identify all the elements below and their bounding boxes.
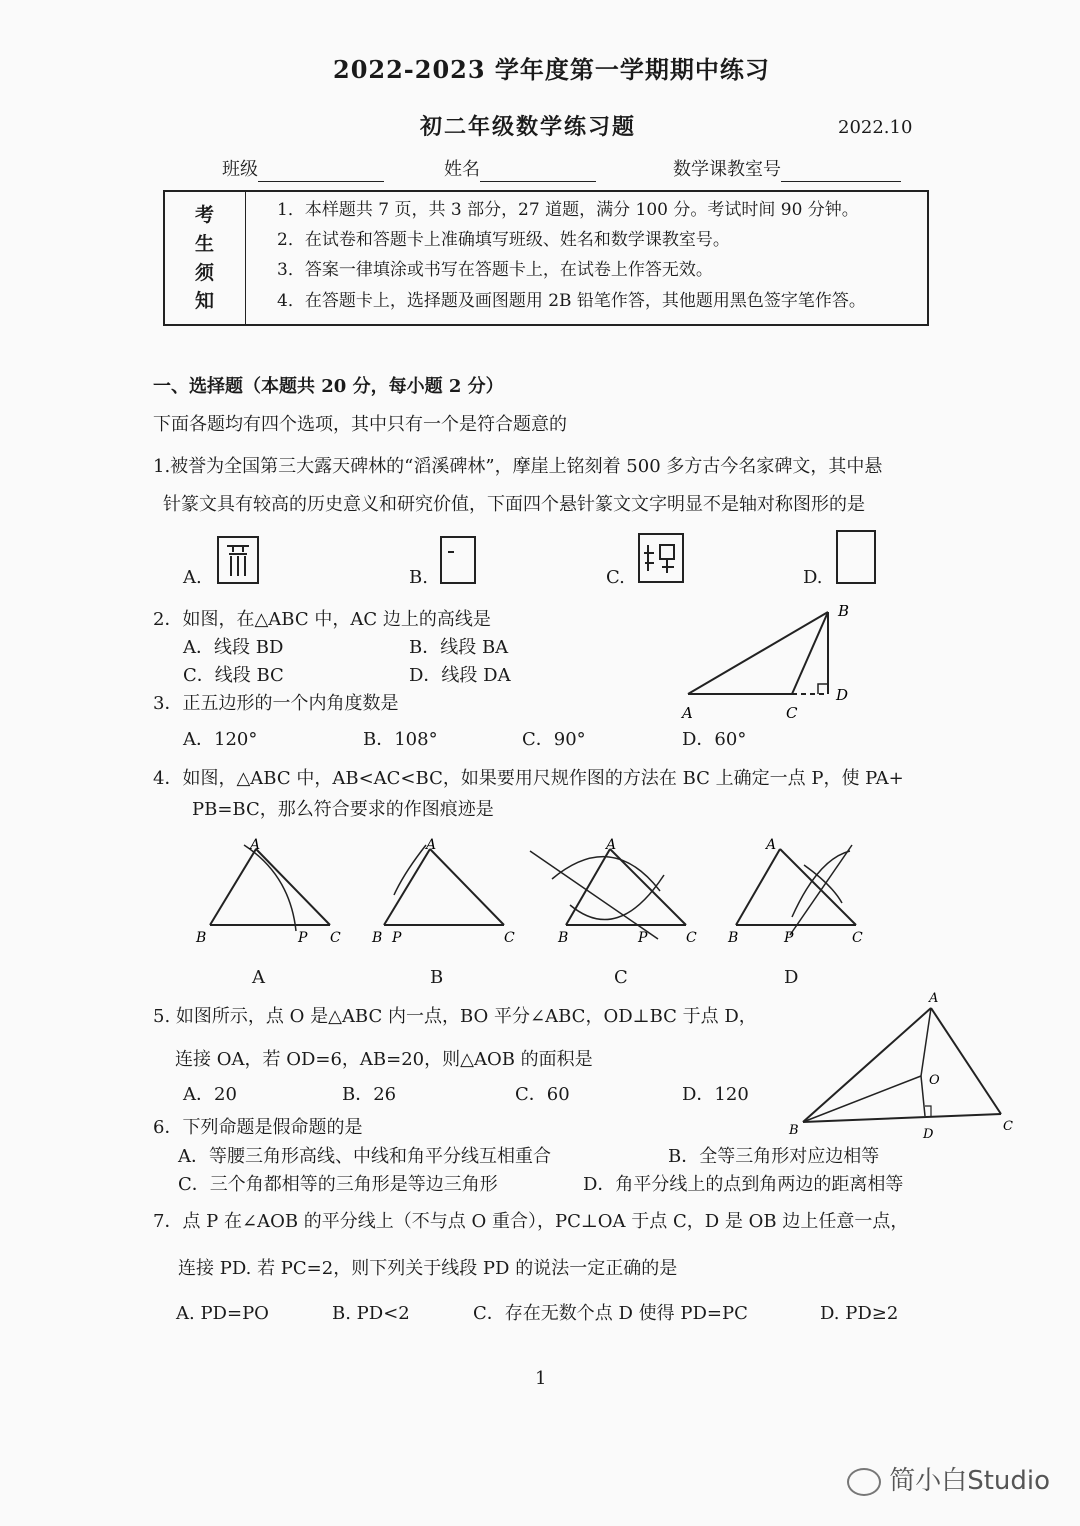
- class-blank: [258, 163, 384, 182]
- q5-label-b: B: [789, 1123, 799, 1138]
- q3-option-d: D．60°: [682, 729, 747, 750]
- q4b-label-b: B: [372, 930, 383, 946]
- q2-figure: [680, 600, 860, 730]
- q4a-label-p: P: [298, 930, 308, 946]
- wechat-icon: [847, 1468, 881, 1496]
- q5-label-d: D: [923, 1127, 934, 1140]
- q4-option-c: C: [614, 967, 628, 988]
- q4a-label-c: C: [330, 930, 341, 946]
- q2-label-b: B: [838, 602, 850, 620]
- q4b-label-p: P: [392, 930, 402, 946]
- q5-line2: 连接 OA，若 OD=6，AB=20，则△AOB 的面积是: [175, 1049, 593, 1070]
- q7-line2: 连接 PD. 若 PC=2，则下列关于线段 PD 的说法一定正确的是: [178, 1258, 678, 1279]
- q5-label-a: A: [929, 991, 939, 1006]
- seal-char-a-glyph: [219, 538, 257, 582]
- q2-option-a: A．线段 BD: [183, 637, 284, 658]
- notice-item: 2．在试卷和答题卡上准确填写班级、姓名和数学课教室号。: [277, 230, 730, 250]
- room-label: 数学课教室号: [673, 159, 781, 180]
- seal-char-b-glyph: [442, 538, 474, 582]
- q1-line2: 针篆文具有较高的历史意义和研究价值，下面四个悬针篆文文字明显不是轴对称图形的是: [163, 494, 865, 515]
- watermark: [847, 1460, 1050, 1497]
- notice-box: [163, 190, 929, 326]
- q4c-label-b: B: [558, 930, 569, 946]
- name-label: 姓名: [444, 159, 480, 180]
- q5-option-a: A．20: [183, 1084, 237, 1105]
- notice-label-char: 生: [195, 233, 215, 255]
- q2-label-a: A: [682, 704, 693, 722]
- q4-option-b: B: [430, 967, 444, 988]
- class-field: [222, 158, 384, 182]
- notice-item: 3．答案一律填涂或书写在答题卡上，在试卷上作答无效。: [277, 260, 713, 280]
- q4c-label-p: P: [638, 930, 648, 946]
- q1-option-b: B.: [409, 567, 428, 588]
- q1-option-a: A.: [183, 567, 202, 588]
- q4a-label-b: B: [196, 930, 207, 946]
- q4-option-a: A: [252, 967, 265, 988]
- q3-option-c: C．90°: [522, 729, 586, 750]
- q1-option-d: D.: [803, 567, 823, 588]
- exam-title: 2022-2023 学年度第一学期期中练习: [333, 55, 770, 84]
- notice-label: [165, 192, 246, 324]
- seal-char-d: [836, 530, 876, 584]
- notice-label-char: 考: [195, 204, 215, 226]
- q4-line1: 4．如图，△ABC 中，AB<AC<BC，如果要用尺规作图的方法在 BC 上确定一点 P，使 PA+: [153, 768, 904, 789]
- q2-label-c: C: [786, 704, 798, 722]
- q4-figure-c: [522, 835, 712, 950]
- q1-line1: 1.被誉为全国第三大露天碑林的“滔溪碑林”，摩崖上铭刻着 500 多方古今名家碑文，其中悬: [153, 456, 883, 477]
- q6-option-b: B．全等三角形对应边相等: [668, 1146, 880, 1167]
- q4-figure-a: [190, 835, 350, 950]
- q5-label-o: O: [929, 1073, 940, 1088]
- q4a-label-a: A: [250, 837, 261, 853]
- room-blank: [781, 163, 901, 182]
- q4d-label-a: A: [766, 837, 777, 853]
- q7-option-c: C．存在无数个点 D 使得 PD=PC: [473, 1303, 748, 1324]
- q2-stem: 2．如图，在△ABC 中，AC 边上的高线是: [153, 609, 491, 630]
- q4-option-d: D: [784, 967, 799, 988]
- q5-option-c: C．60: [515, 1084, 570, 1105]
- q4d-label-c: C: [852, 930, 863, 946]
- watermark-text: 简小白Studio: [889, 1466, 1050, 1496]
- q6-stem: 6．下列命题是假命题的是: [153, 1117, 363, 1138]
- q3-option-b: B．108°: [363, 729, 438, 750]
- exam-date: 2022.10: [838, 117, 913, 138]
- q6-option-c: C．三个角都相等的三角形是等边三角形: [178, 1174, 498, 1195]
- q4-figure-d: [722, 835, 882, 950]
- exam-subtitle: 初二年级数学练习题: [420, 114, 637, 140]
- q4c-label-a: A: [606, 837, 617, 853]
- q3-stem: 3．正五边形的一个内角度数是: [153, 693, 399, 714]
- q7-option-a: A. PD=PO: [176, 1303, 269, 1324]
- q4c-label-c: C: [686, 930, 697, 946]
- seal-char-c-glyph: [640, 535, 682, 581]
- page-number: 1: [535, 1368, 547, 1389]
- q2-label-d: D: [836, 686, 849, 704]
- q2-option-b: B．线段 BA: [409, 637, 509, 658]
- name-blank: [480, 163, 596, 182]
- q2-option-d: D．线段 DA: [409, 665, 511, 686]
- q7-option-d: D. PD≥2: [820, 1303, 899, 1324]
- q6-option-d: D．角平分线上的点到角两边的距离相等: [583, 1174, 904, 1195]
- q4b-label-c: C: [504, 930, 515, 946]
- q7-option-b: B. PD<2: [332, 1303, 410, 1324]
- notice-label-char: 知: [195, 290, 215, 312]
- q7-line1: 7．点 P 在∠AOB 的平分线上（不与点 O 重合），PC⊥OA 于点 C，D 是 OB 边上任意一点，: [153, 1211, 909, 1232]
- q5-line1: 5. 如图所示，点 O 是△ABC 内一点，BO 平分∠ABC，OD⊥BC 于点 D，: [153, 1006, 757, 1027]
- q2-option-c: C．线段 BC: [183, 665, 284, 686]
- q5-option-b: B．26: [342, 1084, 397, 1105]
- q4b-label-a: A: [426, 837, 437, 853]
- q3-option-a: A．120°: [183, 729, 258, 750]
- notice-item: 1．本样题共 7 页，共 3 部分，27 道题，满分 100 分。考试时间 90 分钟。: [277, 200, 859, 220]
- notice-label-char: 须: [195, 262, 215, 284]
- q5-figure: [785, 990, 1025, 1140]
- q4d-label-p: P: [784, 930, 794, 946]
- seal-char-b: [440, 536, 476, 584]
- section-heading: 一、选择题（本题共 20 分，每小题 2 分）: [153, 376, 504, 397]
- q4d-label-b: B: [728, 930, 739, 946]
- seal-char-c: [638, 533, 684, 583]
- section-intro: 下面各题均有四个选项，其中只有一个是符合题意的: [153, 414, 567, 435]
- q1-option-c: C.: [606, 567, 625, 588]
- q4-line2: PB=BC，那么符合要求的作图痕迹是: [192, 799, 494, 820]
- q4-figure-b: [368, 835, 528, 950]
- q6-option-a: A．等腰三角形高线、中线和角平分线互相重合: [178, 1146, 551, 1167]
- name-field: [444, 158, 596, 182]
- seal-char-a: [217, 536, 259, 584]
- q5-option-d: D．120: [682, 1084, 749, 1105]
- class-label: 班级: [222, 159, 258, 180]
- q5-label-c: C: [1003, 1119, 1013, 1134]
- notice-item: 4．在答题卡上，选择题及画图题用 2B 铅笔作答，其他题用黑色签字笔作答。: [277, 291, 866, 311]
- room-field: [673, 158, 901, 182]
